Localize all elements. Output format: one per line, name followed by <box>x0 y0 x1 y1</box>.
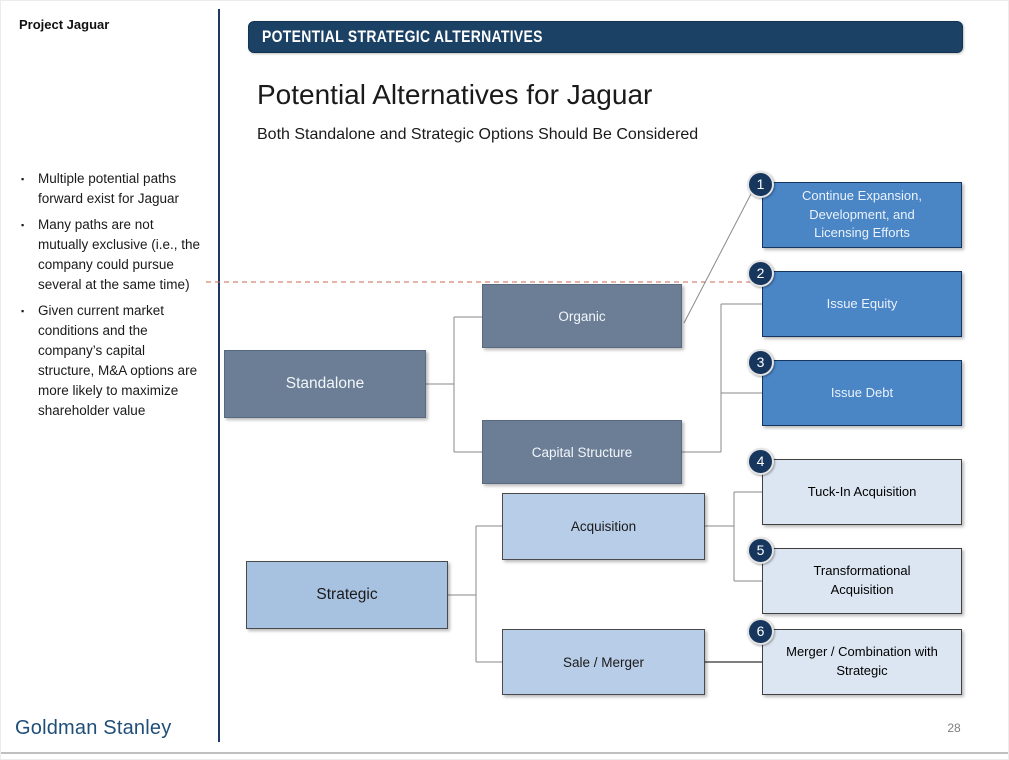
option-continue-expansion <box>756 176 962 248</box>
bullet-item <box>21 215 205 295</box>
option-number-badge: 3 <box>747 349 774 376</box>
node-standalone: Standalone <box>224 350 426 418</box>
option-tuck-in-acquisition <box>756 453 962 525</box>
footer-brand: Goldman Stanley <box>15 717 172 739</box>
option-label: Transformational Acquisition <box>813 563 911 597</box>
option-number-badge: 4 <box>747 448 774 475</box>
bullet-text: Given current market conditions and the company’s capital structure, M&A options are more likely to maximize shareholder value <box>38 303 198 418</box>
option-number-badge: 1 <box>747 171 774 198</box>
bullet-item <box>21 169 205 209</box>
bullet-list <box>21 169 205 427</box>
option-transformational-acquisition <box>756 542 962 614</box>
page-title: Potential Alternatives for Jaguar <box>257 79 653 110</box>
option-label: Issue Debt <box>830 384 894 400</box>
section-banner <box>248 21 963 53</box>
bullet-marker: ▪ <box>21 306 25 316</box>
node-capital-structure: Capital Structure <box>482 420 682 484</box>
section-banner-label: POTENTIAL STRATEGIC ALTERNATIVES <box>262 27 543 46</box>
bottom-rule <box>1 752 1009 754</box>
bullet-item <box>21 301 205 421</box>
bullet-marker: ▪ <box>21 174 25 184</box>
node-strategic: Strategic <box>246 561 448 629</box>
option-label: Merger / Combination with Strategic <box>786 644 938 678</box>
option-label: Tuck-In Acquisition <box>807 483 917 499</box>
option-merger-combination <box>756 623 962 695</box>
option-issue-equity <box>756 265 962 337</box>
option-label: Continue Expansion, Development, and Licensing Efforts <box>802 187 922 241</box>
bullet-marker: ▪ <box>21 220 25 230</box>
option-issue-debt <box>756 354 962 426</box>
vertical-divider <box>218 9 220 742</box>
node-acquisition: Acquisition <box>502 493 705 560</box>
page-number: 28 <box>947 721 961 735</box>
project-title: Project Jaguar <box>19 17 110 32</box>
option-number-badge: 6 <box>747 618 774 645</box>
bullet-text: Many paths are not mutually exclusive (i.e., the company could pursue several at the same time) <box>38 217 201 292</box>
page-subtitle: Both Standalone and Strategic Options Should Be Considered <box>257 126 699 143</box>
node-organic: Organic <box>482 284 682 348</box>
option-number-badge: 2 <box>747 260 774 287</box>
option-label: Issue Equity <box>826 295 898 311</box>
bullet-text: Multiple potential paths forward exist for Jaguar <box>38 171 180 206</box>
option-number-badge: 5 <box>747 537 774 564</box>
node-sale-merger: Sale / Merger <box>502 629 705 695</box>
